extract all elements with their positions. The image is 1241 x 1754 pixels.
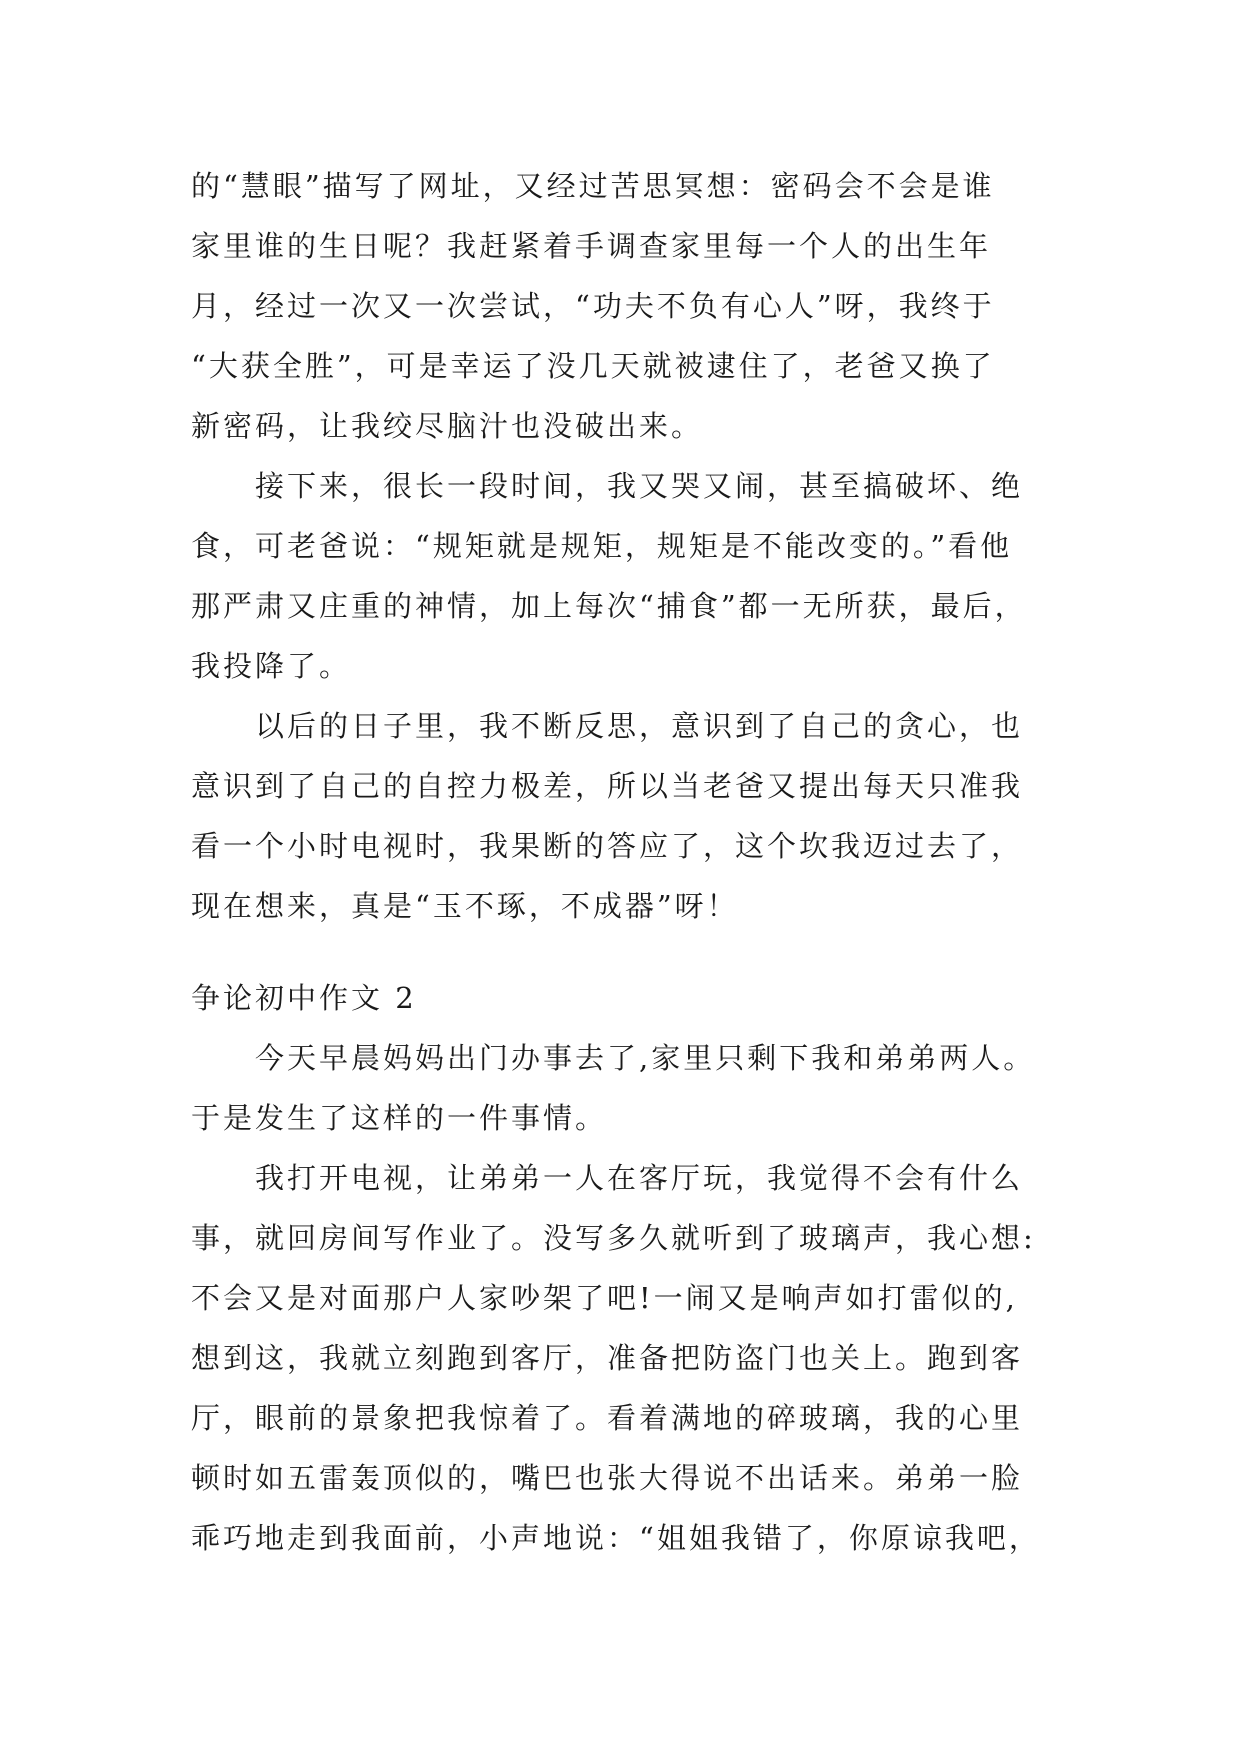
text-line: 我投降了。 bbox=[191, 649, 352, 683]
text-line: 事，就回房间写作业了。没写多久就听到了玻璃声，我心想: bbox=[191, 1221, 1036, 1255]
text-line: 月，经过一次又一次尝试，“功夫不负有心人”呀，我终于 bbox=[191, 289, 995, 323]
text-line: “大获全胜”，可是幸运了没几天就被逮住了，老爸又换了 bbox=[191, 349, 995, 383]
text-line: 新密码，让我绞尽脑汁也没破出来。 bbox=[191, 409, 704, 443]
text-line: 以后的日子里，我不断反思，意识到了自己的贪心，也 bbox=[191, 709, 1024, 743]
essay-title: 争论初中作文 2 bbox=[191, 981, 417, 1015]
text-line: 接下来，很长一段时间，我又哭又闹，甚至搞破坏、绝 bbox=[191, 469, 1024, 503]
text-line: 我打开电视，让弟弟一人在客厅玩，我觉得不会有什么 bbox=[191, 1161, 1024, 1195]
text-line: 顿时如五雷轰顶似的，嘴巴也张大得说不出话来。弟弟一脸 bbox=[191, 1461, 1024, 1495]
text-line: 家里谁的生日呢？我赶紧着手调查家里每一个人的出生年 bbox=[191, 229, 992, 263]
text-line: 现在想来，真是“玉不琢，不成器”呀！ bbox=[191, 889, 739, 923]
text-line: 今天早晨妈妈出门办事去了,家里只剩下我和弟弟两人。 bbox=[191, 1041, 1036, 1075]
text-line: 那严肃又庄重的神情，加上每次“捕食”都一无所获，最后， bbox=[191, 589, 1027, 623]
text-line: 的“慧眼”描写了网址，又经过苦思冥想：密码会不会是谁 bbox=[191, 169, 995, 203]
text-line: 看一个小时电视时，我果断的答应了，这个坎我迈过去了， bbox=[191, 829, 1024, 863]
text-line: 想到这，我就立刻跑到客厅，准备把防盗门也关上。跑到客 bbox=[191, 1341, 1024, 1375]
text-line: 乖巧地走到我面前，小声地说：“姐姐我错了，你原谅我吧， bbox=[191, 1521, 1041, 1555]
text-line: 厅，眼前的景象把我惊着了。看着满地的碎玻璃，我的心里 bbox=[191, 1401, 1024, 1435]
text-line: 不会又是对面那户人家吵架了吧!一闹又是响声如打雷似的, bbox=[191, 1281, 1018, 1315]
text-line: 于是发生了这样的一件事情。 bbox=[191, 1101, 608, 1135]
text-line: 食，可老爸说：“规矩就是规矩，规矩是不能改变的。”看他 bbox=[191, 529, 1013, 563]
essay-body-part-2 bbox=[191, 968, 1061, 1568]
text-line: 意识到了自己的自控力极差，所以当老爸又提出每天只准我 bbox=[191, 769, 1024, 803]
essay-body-part-1 bbox=[191, 156, 1061, 936]
